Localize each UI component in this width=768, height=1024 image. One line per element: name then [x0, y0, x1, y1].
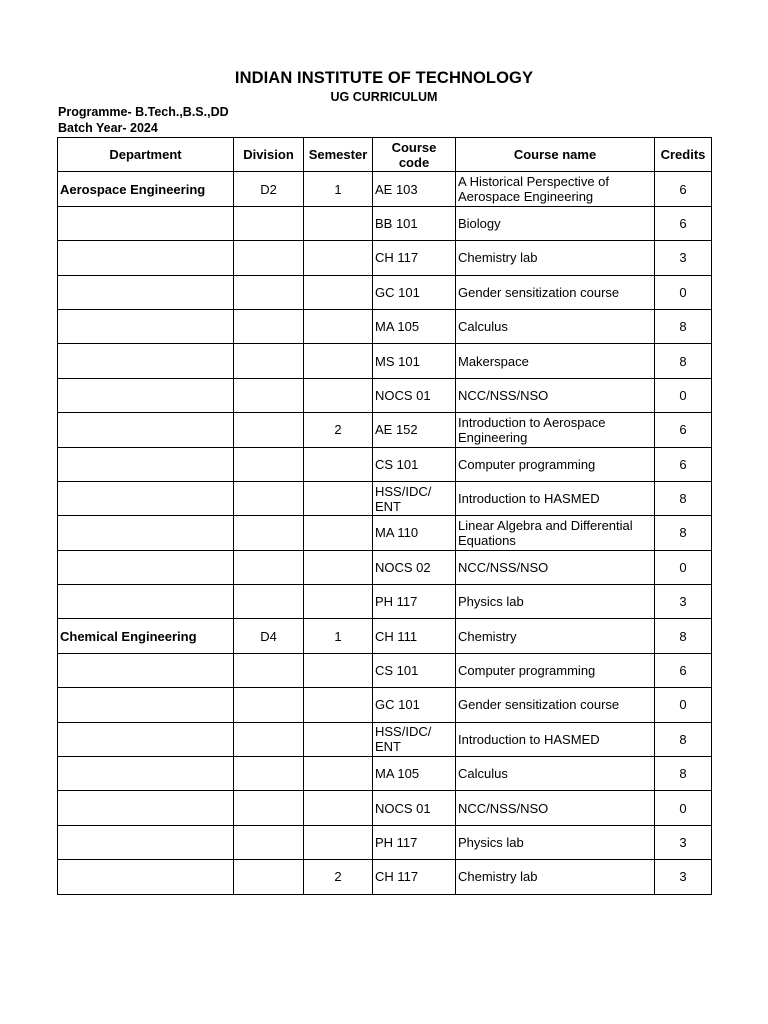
- table-row: [58, 309, 712, 343]
- cell-course-code: HSS/IDC/ ENT: [373, 481, 456, 515]
- cell-credits: 8: [655, 619, 712, 653]
- cell-semester: [304, 585, 373, 619]
- cell-credits: 8: [655, 516, 712, 550]
- cell-course-code: HSS/IDC/ ENT: [373, 722, 456, 756]
- cell-credits: 6: [655, 172, 712, 206]
- cell-course-name: Calculus: [456, 309, 655, 343]
- cell-division: [234, 757, 304, 791]
- cell-department: [58, 791, 234, 825]
- cell-department: [58, 275, 234, 309]
- cell-department: [58, 860, 234, 894]
- cell-semester: [304, 309, 373, 343]
- cell-department: [58, 344, 234, 378]
- cell-credits: 6: [655, 447, 712, 481]
- cell-semester: [304, 206, 373, 240]
- cell-course-code: CH 117: [373, 860, 456, 894]
- programme-label: Programme- B.Tech.,B.S.,DD: [58, 105, 229, 119]
- cell-course-code: GC 101: [373, 275, 456, 309]
- cell-course-code: MS 101: [373, 344, 456, 378]
- cell-division: [234, 481, 304, 515]
- header-credits: Credits: [655, 138, 712, 172]
- cell-course-code: MA 105: [373, 309, 456, 343]
- cell-credits: 6: [655, 653, 712, 687]
- cell-department: [58, 516, 234, 550]
- cell-course-name: Chemistry: [456, 619, 655, 653]
- cell-division: [234, 241, 304, 275]
- cell-course-name: Introduction to HASMED: [456, 481, 655, 515]
- table-body: [58, 172, 712, 894]
- cell-course-name: Computer programming: [456, 653, 655, 687]
- cell-division: [234, 860, 304, 894]
- cell-department: [58, 722, 234, 756]
- header-course-name: Course name: [456, 138, 655, 172]
- table-row: [58, 206, 712, 240]
- cell-course-name: Physics lab: [456, 585, 655, 619]
- cell-credits: 3: [655, 585, 712, 619]
- batch-year-label: Batch Year- 2024: [58, 121, 158, 135]
- cell-division: [234, 309, 304, 343]
- cell-semester: [304, 688, 373, 722]
- cell-credits: 0: [655, 378, 712, 412]
- cell-semester: 1: [304, 172, 373, 206]
- cell-course-name: Introduction to HASMED: [456, 722, 655, 756]
- cell-semester: [304, 516, 373, 550]
- cell-division: [234, 653, 304, 687]
- cell-semester: 2: [304, 860, 373, 894]
- cell-division: [234, 722, 304, 756]
- cell-course-code: MA 105: [373, 757, 456, 791]
- header-semester: Semester: [304, 138, 373, 172]
- cell-credits: 8: [655, 757, 712, 791]
- cell-division: [234, 688, 304, 722]
- table-row: [58, 447, 712, 481]
- cell-division: [234, 791, 304, 825]
- cell-semester: [304, 653, 373, 687]
- cell-division: [234, 550, 304, 584]
- cell-credits: 0: [655, 275, 712, 309]
- document-subtitle: UG CURRICULUM: [330, 90, 438, 104]
- cell-division: [234, 447, 304, 481]
- cell-semester: 2: [304, 413, 373, 447]
- table-row: [58, 550, 712, 584]
- table-row: [58, 344, 712, 378]
- cell-department: [58, 413, 234, 447]
- cell-course-code: CS 101: [373, 653, 456, 687]
- cell-semester: [304, 825, 373, 859]
- cell-department: [58, 309, 234, 343]
- cell-division: D4: [234, 619, 304, 653]
- cell-course-name: Gender sensitization course: [456, 688, 655, 722]
- cell-course-name: Physics lab: [456, 825, 655, 859]
- cell-course-code: CH 117: [373, 241, 456, 275]
- cell-semester: [304, 275, 373, 309]
- cell-semester: [304, 791, 373, 825]
- cell-course-name: A Historical Perspective of Aerospace Engineering: [456, 172, 655, 206]
- table-row: [58, 275, 712, 309]
- cell-course-name: Linear Algebra and Differential Equations: [456, 516, 655, 550]
- cell-course-name: NCC/NSS/NSO: [456, 378, 655, 412]
- table-row: [58, 757, 712, 791]
- cell-semester: [304, 481, 373, 515]
- cell-course-code: PH 117: [373, 585, 456, 619]
- cell-division: [234, 275, 304, 309]
- cell-course-code: NOCS 01: [373, 791, 456, 825]
- table-row: [58, 481, 712, 515]
- cell-division: [234, 206, 304, 240]
- cell-department: [58, 481, 234, 515]
- cell-course-name: Introduction to Aerospace Engineering: [456, 413, 655, 447]
- cell-credits: 3: [655, 241, 712, 275]
- cell-credits: 0: [655, 791, 712, 825]
- cell-course-code: NOCS 02: [373, 550, 456, 584]
- cell-semester: [304, 550, 373, 584]
- cell-course-name: Gender sensitization course: [456, 275, 655, 309]
- table-row: [58, 585, 712, 619]
- cell-semester: [304, 447, 373, 481]
- cell-credits: 6: [655, 413, 712, 447]
- cell-division: [234, 378, 304, 412]
- cell-course-code: AE 103: [373, 172, 456, 206]
- cell-department: [58, 550, 234, 584]
- cell-department: [58, 653, 234, 687]
- header-course-code: Course code: [373, 138, 456, 172]
- cell-course-name: NCC/NSS/NSO: [456, 791, 655, 825]
- cell-department: [58, 447, 234, 481]
- cell-credits: 3: [655, 860, 712, 894]
- cell-division: [234, 413, 304, 447]
- cell-course-name: Makerspace: [456, 344, 655, 378]
- table-row: [58, 722, 712, 756]
- cell-course-code: CH 111: [373, 619, 456, 653]
- cell-credits: 8: [655, 344, 712, 378]
- cell-course-code: AE 152: [373, 413, 456, 447]
- cell-credits: 0: [655, 550, 712, 584]
- table-row: [58, 825, 712, 859]
- cell-credits: 0: [655, 688, 712, 722]
- cell-semester: [304, 241, 373, 275]
- cell-division: [234, 825, 304, 859]
- cell-course-code: CS 101: [373, 447, 456, 481]
- cell-department: Aerospace Engineering: [58, 172, 234, 206]
- table-header-row: [58, 138, 712, 172]
- cell-division: D2: [234, 172, 304, 206]
- table-row: [58, 516, 712, 550]
- table-row: [58, 653, 712, 687]
- table-row: [58, 241, 712, 275]
- table-row: [58, 413, 712, 447]
- table-row: [58, 791, 712, 825]
- cell-credits: 6: [655, 206, 712, 240]
- cell-division: [234, 344, 304, 378]
- cell-course-code: BB 101: [373, 206, 456, 240]
- cell-credits: 8: [655, 722, 712, 756]
- cell-department: [58, 206, 234, 240]
- cell-department: [58, 241, 234, 275]
- table-row: [58, 860, 712, 894]
- cell-semester: [304, 344, 373, 378]
- cell-credits: 8: [655, 481, 712, 515]
- cell-semester: [304, 757, 373, 791]
- cell-semester: [304, 378, 373, 412]
- cell-department: [58, 688, 234, 722]
- cell-semester: 1: [304, 619, 373, 653]
- cell-department: [58, 825, 234, 859]
- header-department: Department: [58, 138, 234, 172]
- table-row: [58, 619, 712, 653]
- cell-course-code: MA 110: [373, 516, 456, 550]
- cell-course-code: PH 117: [373, 825, 456, 859]
- cell-credits: 8: [655, 309, 712, 343]
- cell-division: [234, 516, 304, 550]
- cell-course-name: NCC/NSS/NSO: [456, 550, 655, 584]
- cell-course-name: Computer programming: [456, 447, 655, 481]
- cell-course-name: Chemistry lab: [456, 860, 655, 894]
- cell-course-name: Chemistry lab: [456, 241, 655, 275]
- document-title: INDIAN INSTITUTE OF TECHNOLOGY: [234, 69, 534, 87]
- cell-department: [58, 585, 234, 619]
- cell-department: Chemical Engineering: [58, 619, 234, 653]
- header-division: Division: [234, 138, 304, 172]
- curriculum-table: [57, 137, 712, 895]
- cell-semester: [304, 722, 373, 756]
- cell-credits: 3: [655, 825, 712, 859]
- cell-course-code: GC 101: [373, 688, 456, 722]
- cell-department: [58, 378, 234, 412]
- cell-course-code: NOCS 01: [373, 378, 456, 412]
- cell-course-name: Calculus: [456, 757, 655, 791]
- cell-department: [58, 757, 234, 791]
- table-row: [58, 378, 712, 412]
- cell-course-name: Biology: [456, 206, 655, 240]
- cell-division: [234, 585, 304, 619]
- table-row: [58, 688, 712, 722]
- table-row: [58, 172, 712, 206]
